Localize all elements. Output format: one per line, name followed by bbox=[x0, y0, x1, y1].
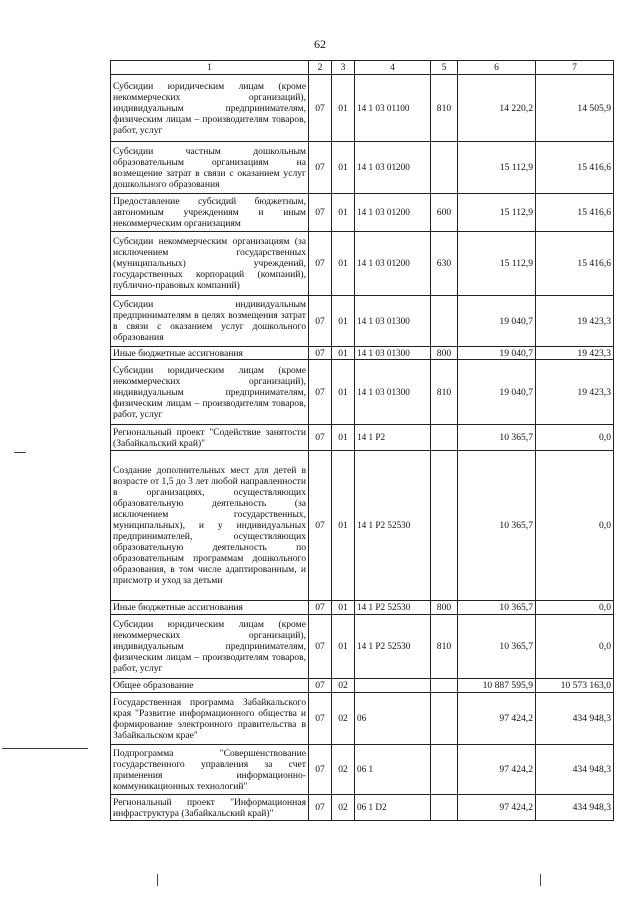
row-target-article: 14 1 P2 52530 bbox=[355, 601, 431, 615]
table-row bbox=[111, 232, 614, 296]
row-name: Региональный проект "Содействие занятости (Забайкальский край)" bbox=[111, 425, 309, 451]
row-section: 07 bbox=[309, 194, 332, 232]
row-subsection: 02 bbox=[332, 745, 355, 795]
row-amount-year-1: 10 887 595,9 bbox=[458, 679, 536, 693]
header-col-7: 7 bbox=[536, 61, 614, 75]
row-amount-year-2: 14 505,9 bbox=[536, 75, 614, 142]
row-subsection: 02 bbox=[332, 693, 355, 745]
row-amount-year-2: 0,0 bbox=[536, 425, 614, 451]
row-amount-year-1: 10 365,7 bbox=[458, 451, 536, 601]
margin-mark-bottom-left bbox=[157, 874, 158, 886]
table-row bbox=[111, 75, 614, 142]
row-expense-type: 810 bbox=[431, 360, 458, 425]
row-amount-year-2: 10 573 163,0 bbox=[536, 679, 614, 693]
row-amount-year-2: 0,0 bbox=[536, 451, 614, 601]
row-name: Общее образование bbox=[111, 679, 309, 693]
row-target-article bbox=[355, 679, 431, 693]
row-name: Государственная программа Забайкальского края "Развитие информационного общества и формирование электронного правительства в Забайкальском крае" bbox=[111, 693, 309, 745]
row-section: 07 bbox=[309, 679, 332, 693]
table-row bbox=[111, 679, 614, 693]
row-amount-year-1: 10 365,7 bbox=[458, 425, 536, 451]
row-name: Субсидии частным дошкольным образовательным организациям на возмещение затрат в связи с оказанием услуг дошкольного образования bbox=[111, 142, 309, 194]
table-header-row bbox=[111, 61, 614, 75]
row-target-article: 06 1 bbox=[355, 745, 431, 795]
row-amount-year-1: 15 112,9 bbox=[458, 232, 536, 296]
row-amount-year-1: 10 365,7 bbox=[458, 615, 536, 679]
row-expense-type: 800 bbox=[431, 347, 458, 360]
table-row bbox=[111, 360, 614, 425]
table-row bbox=[111, 745, 614, 795]
row-subsection: 01 bbox=[332, 425, 355, 451]
row-section: 07 bbox=[309, 425, 332, 451]
row-target-article: 14 1 P2 bbox=[355, 425, 431, 451]
row-amount-year-2: 19 423,3 bbox=[536, 296, 614, 347]
row-expense-type: 810 bbox=[431, 615, 458, 679]
row-expense-type: 810 bbox=[431, 75, 458, 142]
row-amount-year-1: 19 040,7 bbox=[458, 296, 536, 347]
margin-mark-bottom-right bbox=[540, 874, 541, 886]
row-subsection: 01 bbox=[332, 142, 355, 194]
row-subsection: 01 bbox=[332, 601, 355, 615]
row-amount-year-1: 19 040,7 bbox=[458, 360, 536, 425]
row-expense-type: 630 bbox=[431, 232, 458, 296]
row-section: 07 bbox=[309, 693, 332, 745]
row-target-article: 14 1 P2 52530 bbox=[355, 451, 431, 601]
row-amount-year-2: 19 423,3 bbox=[536, 360, 614, 425]
row-target-article: 14 1 03 01300 bbox=[355, 347, 431, 360]
row-name: Субсидии индивидуальным предпринимателям в целях возмещения затрат в связи с оказанием услуг дошкольного образования bbox=[111, 296, 309, 347]
table-row bbox=[111, 693, 614, 745]
row-amount-year-1: 97 424,2 bbox=[458, 693, 536, 745]
row-target-article: 14 1 03 01200 bbox=[355, 194, 431, 232]
row-section: 07 bbox=[309, 296, 332, 347]
row-expense-type: 600 bbox=[431, 194, 458, 232]
table-row bbox=[111, 795, 614, 821]
row-name: Субсидии юридическим лицам (кроме некоммерческих организаций), индивидуальным предпринимателям, физическим лицам – производителям товаров, работ, услуг bbox=[111, 615, 309, 679]
row-amount-year-2: 19 423,3 bbox=[536, 347, 614, 360]
row-target-article: 06 bbox=[355, 693, 431, 745]
row-name: Создание дополнительных мест для детей в возрасте от 1,5 до 3 лет любой направленности в организациях, осуществляющих образовательную деятельность (за исключением государственных, муниципальных), и у индивидуальных предпринимателей, осуществляющих образовательную деятельность по образовательным программам дошкольного образования, в том числе адаптированным, и присмотр и уход за детьми bbox=[111, 451, 309, 601]
row-subsection: 01 bbox=[332, 232, 355, 296]
row-section: 07 bbox=[309, 795, 332, 821]
row-subsection: 01 bbox=[332, 296, 355, 347]
margin-mark-left-lower bbox=[2, 748, 88, 749]
row-amount-year-1: 97 424,2 bbox=[458, 795, 536, 821]
row-expense-type bbox=[431, 679, 458, 693]
row-amount-year-2: 434 948,3 bbox=[536, 693, 614, 745]
row-name: Предоставление субсидий бюджетным, автономным учреждениям и иным некоммерческим организациям bbox=[111, 194, 309, 232]
row-amount-year-2: 434 948,3 bbox=[536, 795, 614, 821]
row-amount-year-2: 15 416,6 bbox=[536, 142, 614, 194]
budget-table bbox=[110, 60, 614, 821]
header-col-3: 3 bbox=[332, 61, 355, 75]
row-subsection: 02 bbox=[332, 679, 355, 693]
row-expense-type bbox=[431, 795, 458, 821]
row-amount-year-1: 97 424,2 bbox=[458, 745, 536, 795]
table-row bbox=[111, 142, 614, 194]
row-section: 07 bbox=[309, 232, 332, 296]
row-name: Субсидии юридическим лицам (кроме некоммерческих организаций), индивидуальным предпринимателям, физическим лицам – производителям товаров, работ, услуг bbox=[111, 75, 309, 142]
header-col-2: 2 bbox=[309, 61, 332, 75]
row-subsection: 01 bbox=[332, 75, 355, 142]
row-amount-year-1: 10 365,7 bbox=[458, 601, 536, 615]
page-number: 62 bbox=[314, 37, 326, 51]
row-section: 07 bbox=[309, 360, 332, 425]
row-name: Иные бюджетные ассигнования bbox=[111, 347, 309, 360]
row-section: 07 bbox=[309, 75, 332, 142]
row-name: Региональный проект "Информационная инфраструктура (Забайкальский край)" bbox=[111, 795, 309, 821]
row-expense-type bbox=[431, 425, 458, 451]
row-expense-type bbox=[431, 451, 458, 601]
header-col-4: 4 bbox=[355, 61, 431, 75]
table-row bbox=[111, 296, 614, 347]
row-amount-year-1: 14 220,2 bbox=[458, 75, 536, 142]
row-target-article: 14 1 03 01200 bbox=[355, 142, 431, 194]
row-subsection: 01 bbox=[332, 451, 355, 601]
row-section: 07 bbox=[309, 347, 332, 360]
row-name: Субсидии некоммерческим организациям (за исключением государственных (муниципальных) учреждений, государственных корпораций (компаний), публично-правовых компаний) bbox=[111, 232, 309, 296]
table-row bbox=[111, 451, 614, 601]
row-amount-year-2: 15 416,6 bbox=[536, 194, 614, 232]
header-col-5: 5 bbox=[431, 61, 458, 75]
row-target-article: 14 1 03 01200 bbox=[355, 232, 431, 296]
row-expense-type bbox=[431, 745, 458, 795]
table-row bbox=[111, 425, 614, 451]
row-section: 07 bbox=[309, 745, 332, 795]
row-target-article: 14 1 03 01300 bbox=[355, 360, 431, 425]
row-name: Подпрограмма "Совершенствование государственного управления за счет применения информационно-коммуникационных технологий" bbox=[111, 745, 309, 795]
table-row bbox=[111, 615, 614, 679]
table-row bbox=[111, 347, 614, 360]
row-amount-year-1: 15 112,9 bbox=[458, 194, 536, 232]
header-col-1: 1 bbox=[111, 61, 309, 75]
row-subsection: 01 bbox=[332, 615, 355, 679]
row-expense-type bbox=[431, 142, 458, 194]
table-row bbox=[111, 194, 614, 232]
row-subsection: 01 bbox=[332, 360, 355, 425]
row-name: Иные бюджетные ассигнования bbox=[111, 601, 309, 615]
row-amount-year-2: 15 416,6 bbox=[536, 232, 614, 296]
row-amount-year-1: 19 040,7 bbox=[458, 347, 536, 360]
row-subsection: 02 bbox=[332, 795, 355, 821]
row-amount-year-2: 434 948,3 bbox=[536, 745, 614, 795]
row-section: 07 bbox=[309, 615, 332, 679]
row-target-article: 14 1 03 01300 bbox=[355, 296, 431, 347]
row-section: 07 bbox=[309, 142, 332, 194]
row-amount-year-2: 0,0 bbox=[536, 615, 614, 679]
row-target-article: 14 1 P2 52530 bbox=[355, 615, 431, 679]
row-section: 07 bbox=[309, 601, 332, 615]
margin-mark-left-upper bbox=[14, 452, 26, 453]
row-expense-type bbox=[431, 693, 458, 745]
header-col-6: 6 bbox=[458, 61, 536, 75]
row-section: 07 bbox=[309, 451, 332, 601]
row-subsection: 01 bbox=[332, 194, 355, 232]
row-expense-type: 800 bbox=[431, 601, 458, 615]
row-subsection: 01 bbox=[332, 347, 355, 360]
row-amount-year-2: 0,0 bbox=[536, 601, 614, 615]
row-target-article: 14 1 03 01100 bbox=[355, 75, 431, 142]
row-name: Субсидии юридическим лицам (кроме некоммерческих организаций), индивидуальным предпринимателям, физическим лицам – производителям товаров, работ, услуг bbox=[111, 360, 309, 425]
row-amount-year-1: 15 112,9 bbox=[458, 142, 536, 194]
row-target-article: 06 1 D2 bbox=[355, 795, 431, 821]
table-row bbox=[111, 601, 614, 615]
row-expense-type bbox=[431, 296, 458, 347]
